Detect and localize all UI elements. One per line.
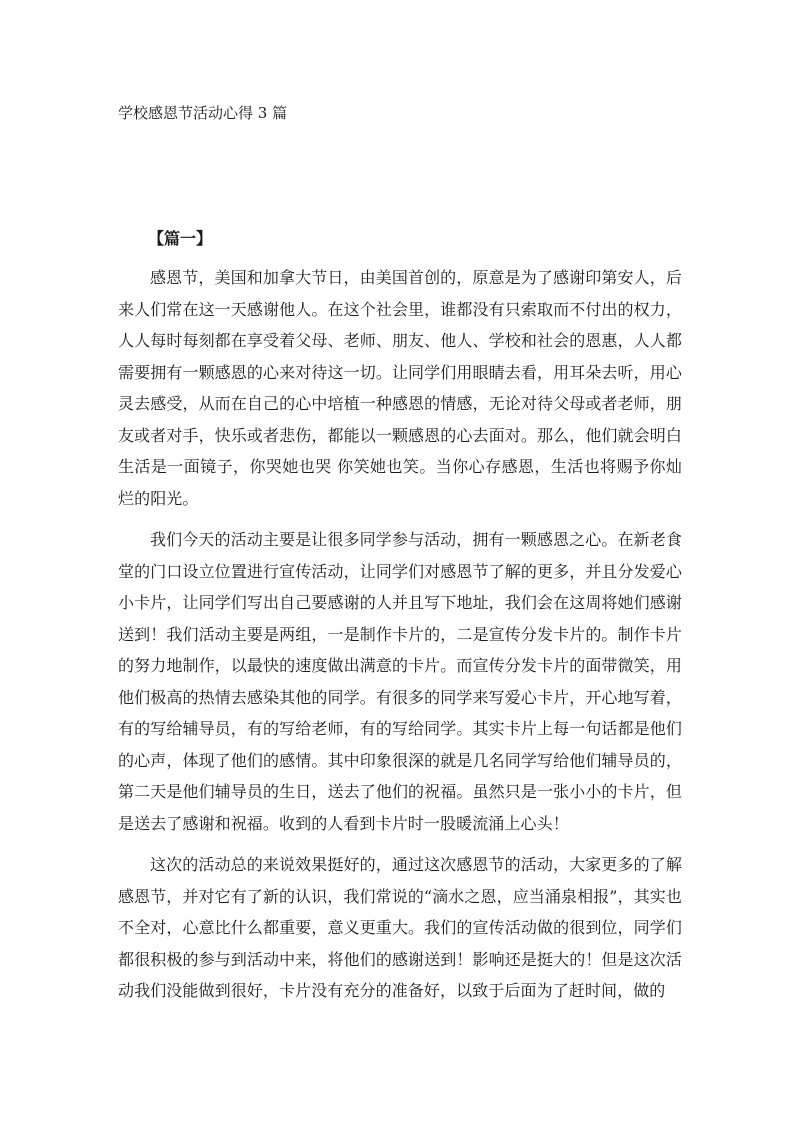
paragraph-2: 我们今天的活动主要是让很多同学参与活动，拥有一颗感恩之心。在新老食堂的门口设立位置进行宣传活动，让同学们对感恩节了解的更多，并且分发爱心小卡片，让同学们写出自己要感谢的人并且写下地址，我们会在这周将她们感谢送到！我们活动主要是两组，一是制作卡片的，二是宣传分发卡片的。制作卡片的努力地制作，以最快的速度做出满意的卡片。而宣传分发卡片的面带微笑，用他们极高的热情去感染其他的同学。有很多的同学来写爱心卡片，开心地写着，有的写给辅导员，有的写给老师，有的写给同学。其实卡片上每一句话都是他们的心声，体现了他们的感情。其中印象很深的就是几名同学写给他们辅导员的，第二天是他们辅导员的生日，送去了他们的祝福。虽然只是一张小小的卡片，但是送去了感谢和祝福。收到的人看到卡片时一股暖流涌上心头！: [118, 530, 682, 833]
paragraph-1: 感恩节，美国和加拿大节日，由美国首创的，原意是为了感谢印第安人，后来人们常在这一天感谢他人。在这个社会里，谁都没有只索取而不付出的权力，人人每时每刻都在享受着父母、老师、朋友、他人、学校和社会的恩惠，人人都需要拥有一颗感恩的心来对待这一切。让同学们用眼睛去看，用耳朵去听，用心灵去感受，从而在自己的心中培植一种感恩的情感，无论对待父母或者老师，朋友或者对手，快乐或者悲伤，都能以一颗感恩的心去面对。那么，他们就会明白生活是一面镜子，你哭她也哭 你笑她也笑。当你心存感恩，生活也将赐予你灿烂的阳光。: [118, 268, 682, 508]
document-title: 学校感恩节活动心得 3 篇: [118, 104, 288, 122]
document-body: [118, 262, 682, 1017]
section-heading: 【篇一】: [148, 229, 213, 248]
paragraph-3: 这次的活动总的来说效果挺好的，通过这次感恩节的活动，大家更多的了解感恩节，并对它有了新的认识，我们常说的“滴水之恩，应当涌泉相报”，其实也不全对，心意比什么都重要，意义更重大。我们的宣传活动做的很到位，同学们都很积极的参与到活动中来，将他们的感谢送到！影响还是挺大的！但是这次活动我们没能做到很好，卡片没有充分的准备好，以致于后面为了赶时间，做的: [118, 855, 682, 1000]
